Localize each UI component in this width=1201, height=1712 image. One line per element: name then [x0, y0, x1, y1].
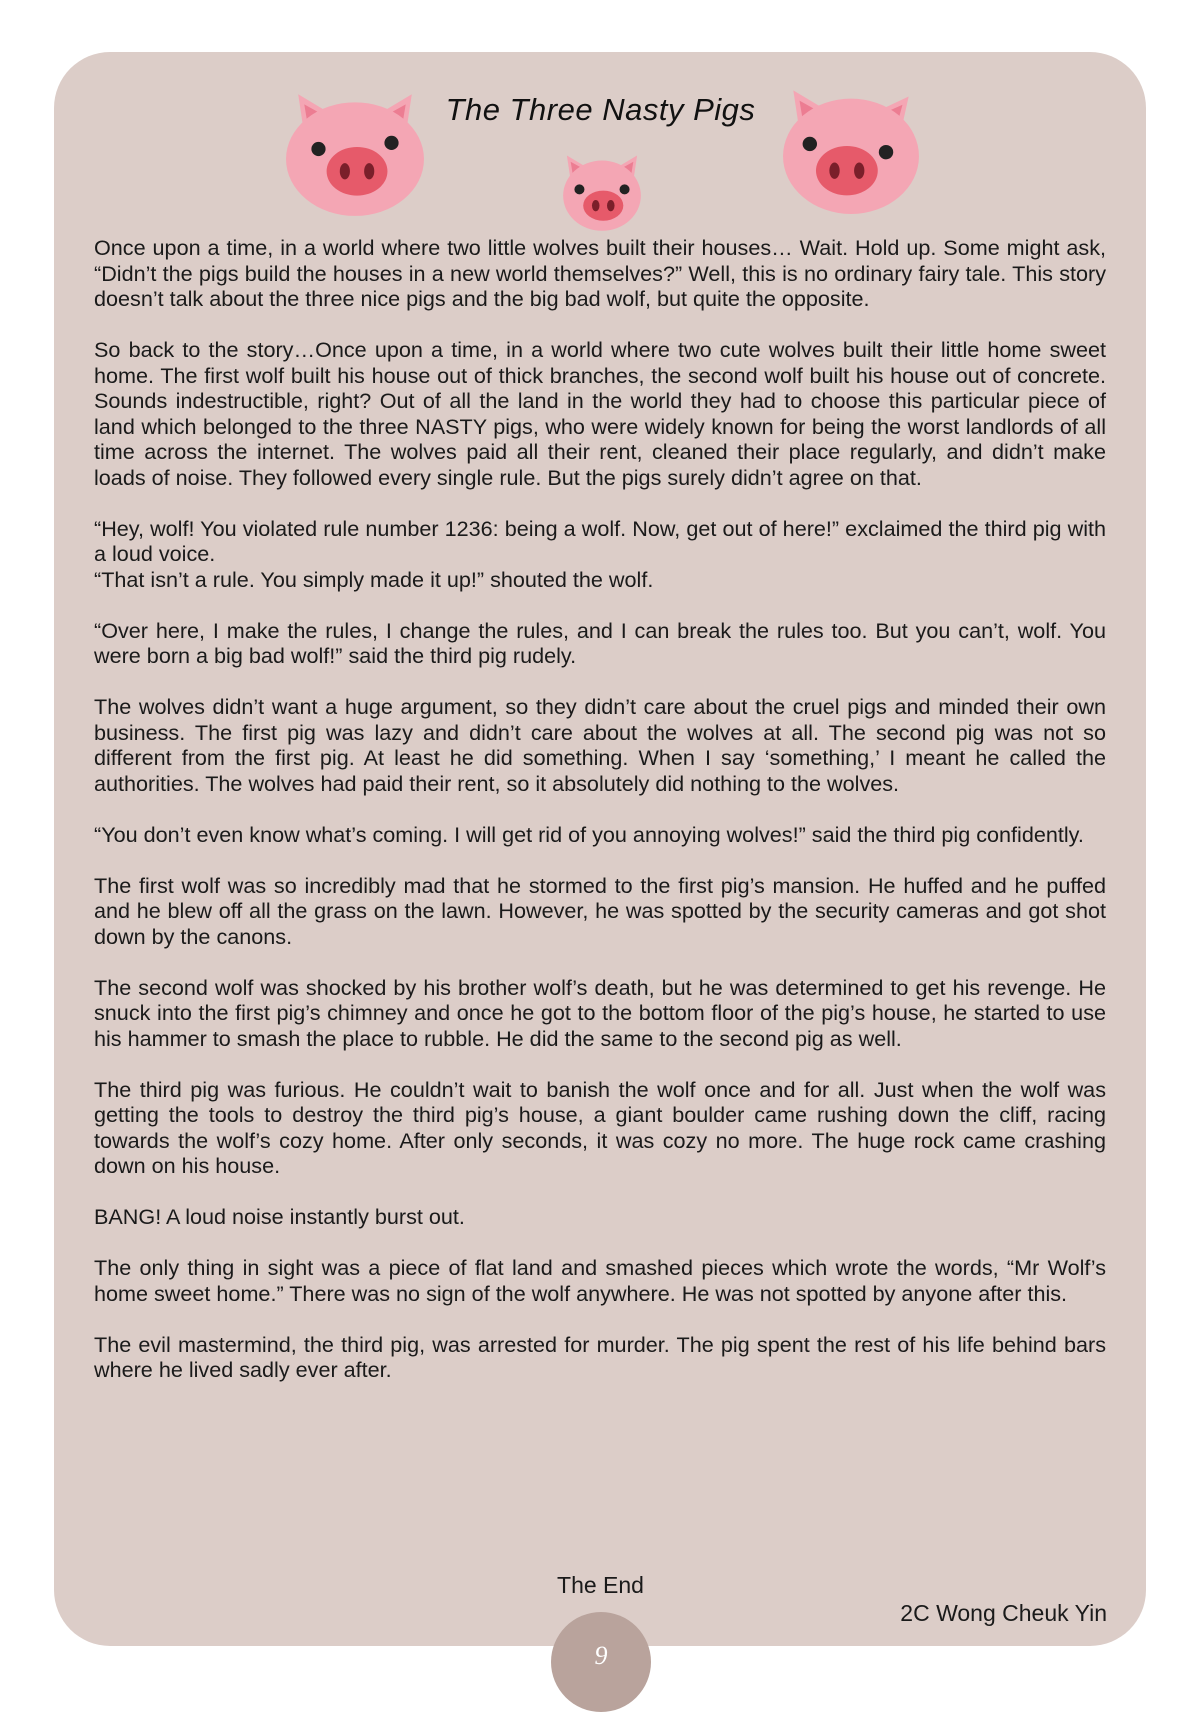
author-name: 2C Wong Cheuk Yin	[900, 1600, 1107, 1626]
page-number-badge: 9	[551, 1612, 651, 1712]
story-title: The Three Nasty Pigs	[445, 92, 756, 127]
paragraph: The evil mastermind, the third pig, was arrested for murder. The pig spent the rest of his life behind bars where he lived sadly ever after.	[94, 1331, 1106, 1382]
paragraph: “You don’t even know what’s coming. I will get rid of you annoying wolves!” said the third pig confidently.	[94, 821, 1084, 847]
paragraph: The only thing in sight was a piece of flat land and smashed pieces which wrote the words, “Mr Wolf’s home sweet home.” There was no sign of the wolf anywhere. He was not spotted by anyone after this.	[94, 1255, 1106, 1306]
paragraph: The first wolf was so incredibly mad that he stormed to the first pig’s mansion. He huffed and he puffed and he blew off all the grass on the lawn. However, he was spotted by the security cameras and got shot down by the canons.	[94, 872, 1106, 949]
paragraph: “Over here, I make the rules, I change the rules, and I can break the rules too. But you can’t, wolf. You were born a big bad wolf!” said the third pig rudely.	[94, 617, 1106, 668]
story-body	[94, 235, 1106, 1383]
paragraph: Once upon a time, in a world where two little wolves built their houses… Wait. Hold up. Some might ask, “Didn’t the pigs build the houses in a new world themselves?” Well, this is no ordinary fairy tale. This story doesn’t talk about the three nice pigs and the big bad wolf, but quite the opposite.	[94, 235, 1106, 311]
paragraph: “That isn’t a rule. You simply made it up!” shouted the wolf.	[94, 566, 654, 592]
paragraph: “Hey, wolf! You violated rule number 1236: being a wolf. Now, get out of here!” exclaimed the third pig with a loud voice.	[94, 515, 1106, 566]
paragraph: So back to the story…Once upon a time, in a world where two cute wolves built their little home sweet home. The first wolf built his house out of thick branches, the second wolf built his house out of concrete. Sounds indestructible, right? Out of all the land in the world they had to choose this particular piece of land which belonged to the three NASTY pigs, who were widely known for being the worst landlords of all time across the internet. The wolves paid all their rent, cleaned their place regularly, and didn’t make loads of noise. They followed every single rule. But the pigs surely didn’t agree on that.	[94, 337, 1106, 490]
paragraph: The second wolf was shocked by his brother wolf’s death, but he was determined to get his revenge. He snuck into the first pig’s chimney and once he got to the bottom floor of the pig’s house, he started to use his hammer to smash the place to rubble. He did the same to the second pig as well.	[94, 974, 1106, 1051]
pig-face-icon	[556, 148, 648, 232]
the-end-label: The End	[557, 1572, 644, 1598]
paragraph: BANG! A loud noise instantly burst out.	[94, 1204, 465, 1229]
paragraph: The third pig was furious. He couldn’t wait to banish the wolf once and for all. Just when the wolf was getting the tools to destroy the third pig’s house, a giant boulder came rushing down the cliff, racing towards the wolf’s cozy home. After only seconds, it was cozy no more. The huge rock came crashing down on his house.	[94, 1076, 1106, 1178]
paragraph: The wolves didn’t want a huge argument, so they didn’t care about the cruel pigs and minded their own business. The first pig was lazy and didn’t care about the wolves at all. The second pig was not so different from the first pig. At least he did something. When I say ‘something,’ I meant he called the authorities. The wolves had paid their rent, so it absolutely did nothing to the wolves.	[94, 694, 1106, 796]
